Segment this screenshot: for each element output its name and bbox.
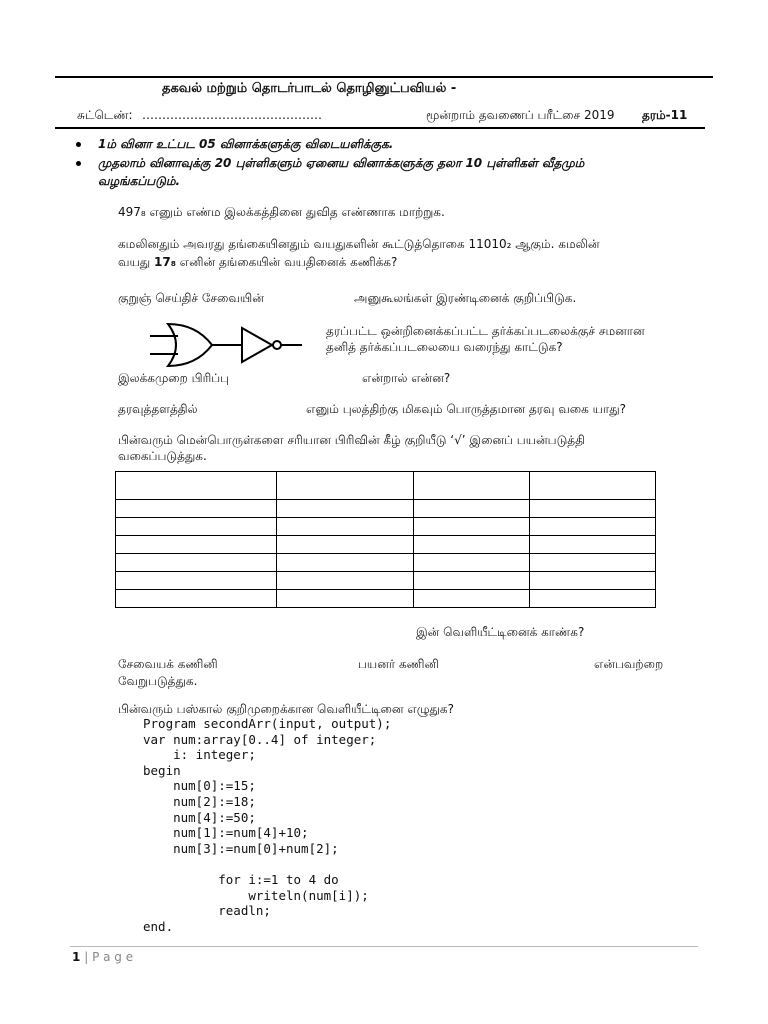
question-output-find: இன் வெளியீட்டினைக் காண்க? [416,625,585,639]
table-cell [530,554,656,572]
code-line: Program secondArr(input, output); [143,716,392,731]
question-gate-line2: தனித் தர்க்கப்படலையை வரைந்து காட்டுக? [326,340,563,354]
table-cell [116,554,277,572]
software-classification-table [115,471,656,608]
table-row [116,500,656,518]
table-cell [414,518,530,536]
code-line: num[1]:=num[4]+10; [143,825,309,841]
table-row [116,472,656,500]
question-datatype-right: எனும் புலத்திற்கு மிகவும் பொருத்தமான தரவு வகை யாது? [306,402,626,416]
code-line: num[4]:=50; [143,809,256,825]
footer-rule [70,946,698,947]
question-sms-right: அனுகூலங்கள் இரண்டினைக் குறிப்பிடுக. [354,291,577,305]
code-line: for i:=1 to 4 do [143,871,339,887]
page-separator: | [84,950,89,964]
table-cell [277,536,414,554]
table-cell [116,536,277,554]
table-cell [530,590,656,608]
table-row [116,590,656,608]
table-cell [530,536,656,554]
index-label: சுட்டெண்: [77,108,133,122]
code-line: var num:array[0..4] of integer; [143,731,377,747]
exam-term: மூன்றாம் தவணைப் பரீட்சை 2019 [426,108,615,122]
question-server-mid: பயனர் கணினி [358,657,439,671]
page-footer [72,949,133,965]
question-software-line2: வகைப்படுத்துக. [118,449,207,463]
table-cell [414,472,530,500]
not-gate-icon [242,328,272,362]
code-line: end. [143,918,174,934]
table-cell [277,472,414,500]
index-dots: ……………………………………… [142,108,322,122]
table-cell [530,500,656,518]
age-suffix: எனின் தங்கையின் வயதினைக் கணிக்க? [175,255,398,269]
table-cell [116,472,277,500]
pascal-code-block [143,716,391,934]
bullet-2 [76,161,81,166]
page-word: P a g e [92,950,134,964]
age-prefix: வயது [118,255,154,269]
table-cell [277,500,414,518]
instruction-2-cont: வழங்கப்படும். [98,174,181,188]
table-cell [414,554,530,572]
code-line: begin [143,762,181,778]
question-server-right: என்பவற்றை [594,657,664,671]
inversion-bubble-icon [273,341,281,349]
header-rule [55,127,705,129]
bullet-1 [76,142,81,147]
instruction-1: 1ம் வினா உட்பட 05 வினாக்களுக்கு விடையளிக்குக. [98,137,394,151]
logic-gate-diagram [150,320,340,372]
table-cell [530,518,656,536]
question-software-line1: பின்வரும் மென்பொருள்களை சரியான பிரிவின் கீழ் குறியீடு ‘√’ இனைப் பயன்படுத்தி [118,433,585,447]
question-gate-line1: தரப்பட்ட ஒன்றினைக்கப்பட்ட தர்க்கப்படலைக்குச் சமனான [326,324,645,338]
age-value: 17₈ [154,255,176,269]
question-server-left: சேவையக் கணினி [118,657,218,671]
question-age-line2 [118,254,397,270]
table-row [116,572,656,590]
table-cell [277,554,414,572]
question-pascal: பின்வரும் பஸ்கால் குறிமுறைக்கான வெளியீட்டினை எழுதுக? [118,702,454,716]
question-octal-convert: 497₈ எனும் எண்ம இலக்கத்தினை துவித எண்ணாக மாற்றுக. [118,205,445,219]
table-cell [277,518,414,536]
grade-label: தரம்-11 [642,108,688,122]
question-digital-divide-right: என்றால் என்ன? [362,371,451,385]
code-line: i: integer; [143,747,256,763]
table-cell [116,518,277,536]
code-line: num[2]:=18; [143,793,256,809]
top-rule [55,76,713,78]
table-cell [277,590,414,608]
code-line: readln; [143,903,271,919]
code-line: num[0]:=15; [143,778,256,794]
table-row [116,536,656,554]
code-line: num[3]:=num[0]+num[2]; [143,840,339,856]
table-cell [414,500,530,518]
table-cell [116,572,277,590]
table-row [116,554,656,572]
table-row [116,518,656,536]
table-cell [277,572,414,590]
instruction-2: முதலாம் வினாவுக்கு 20 புள்ளிகளும் ஏனைய வினாக்களுக்கு தலா 10 புள்ளிகள் வீதமும் [98,156,585,170]
page-number: 1 [72,950,81,964]
question-digital-divide-left: இலக்கமுறை பிரிப்பு [118,371,230,385]
table-cell [530,472,656,500]
table-cell [414,590,530,608]
question-age-line1: கமலினதும் அவரது தங்கையினதும் வயதுகளின் கூட்டுத்தொகை 11010₂ ஆகும். கமலின் [118,237,600,251]
code-line [143,856,391,872]
or-gate-icon [168,324,212,366]
question-sms-left: குறுஞ் செய்திச் சேவையின் [118,291,264,305]
table-cell [116,500,277,518]
table-cell [530,572,656,590]
code-line: writeln(num[i]); [143,887,369,903]
question-server-line2: வேறுபடுத்துக. [118,674,198,688]
question-datatype-left: தரவுத்தளத்தில் [118,402,198,416]
page-title: தகவல் மற்றும் தொடர்பாடல் தொழினுட்பவியல் - [162,81,457,96]
table-cell [116,590,277,608]
table-cell [414,536,530,554]
table-cell [414,572,530,590]
